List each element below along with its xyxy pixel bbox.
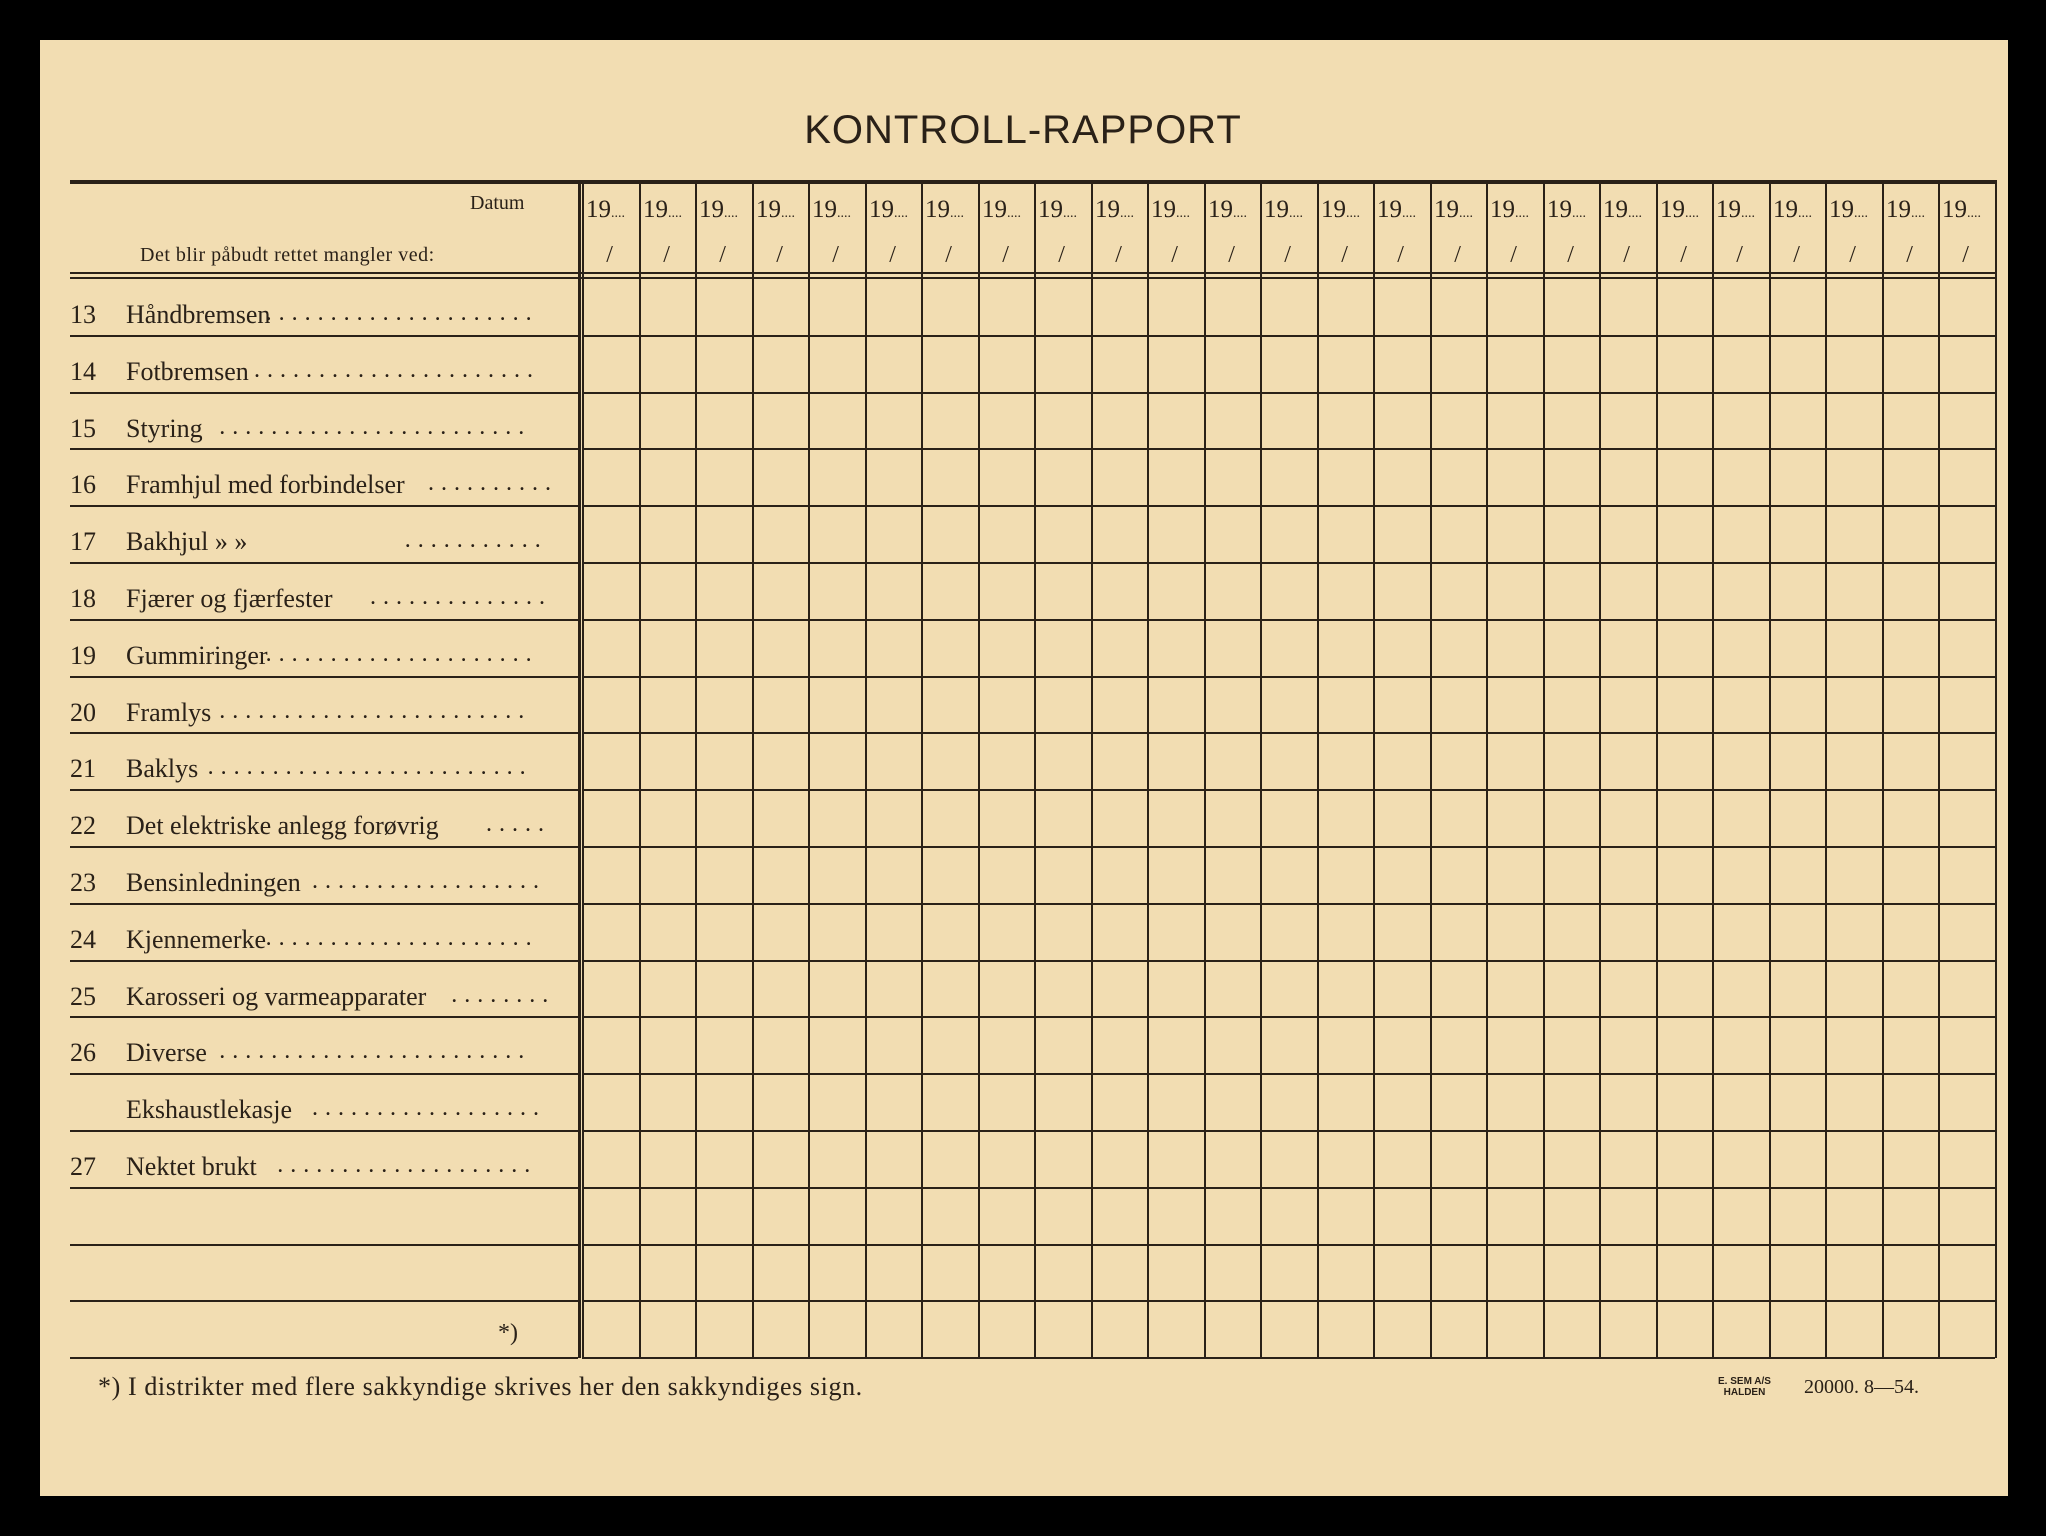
year-prefix: 19 — [869, 196, 894, 223]
date-separator: / — [945, 242, 952, 268]
year-blank: .... — [1628, 206, 1642, 221]
dot-leader: ......................... — [207, 754, 533, 780]
year-prefix: 19 — [1095, 196, 1120, 223]
date-separator: / — [1736, 242, 1743, 268]
year-header — [1038, 196, 1077, 224]
year-prefix: 19 — [1942, 196, 1967, 223]
item-number: 20 — [70, 698, 96, 727]
year-header — [1208, 196, 1247, 224]
header-top-rule — [70, 180, 1995, 184]
printer-mark — [1718, 1376, 1771, 1398]
year-blank: .... — [950, 206, 964, 221]
item-label: Gummiringer — [126, 641, 268, 670]
year-prefix: 19 — [1886, 196, 1911, 223]
label-row-line — [70, 1130, 578, 1132]
year-header — [699, 196, 738, 224]
grid-column-line — [1543, 180, 1545, 1358]
year-prefix: 19 — [1321, 196, 1346, 223]
grid-row-line — [582, 448, 1995, 450]
year-blank: .... — [1346, 206, 1360, 221]
year-header — [1660, 196, 1699, 224]
date-separator: / — [1171, 242, 1178, 268]
dot-leader: .................. — [312, 1095, 546, 1121]
grid-row-line — [582, 960, 1995, 962]
date-separator: / — [1510, 242, 1517, 268]
dot-leader: .................. — [312, 868, 546, 894]
year-header — [982, 196, 1021, 224]
dot-leader: ........................ — [219, 1038, 532, 1064]
dot-leader: ..................... — [265, 300, 539, 326]
year-blank: .... — [781, 206, 795, 221]
date-separator: / — [1623, 242, 1630, 268]
year-blank: .... — [1007, 206, 1021, 221]
grid-column-line — [1317, 180, 1319, 1358]
item-number: 21 — [70, 754, 96, 783]
grid-row-line — [582, 903, 1995, 905]
date-separator: / — [1906, 242, 1913, 268]
year-header — [1942, 196, 1981, 224]
year-header — [1829, 196, 1868, 224]
grid-row-line — [582, 1016, 1995, 1018]
item-label: Ekshaustlekasje — [126, 1095, 293, 1124]
year-header — [1547, 196, 1586, 224]
year-header — [1773, 196, 1812, 224]
year-blank: .... — [1572, 206, 1586, 221]
year-blank: .... — [1063, 206, 1077, 221]
grid-column-line — [582, 180, 584, 1358]
year-blank: .... — [1459, 206, 1473, 221]
label-row-line — [70, 960, 578, 962]
dot-leader: ........... — [404, 527, 548, 553]
date-separator: / — [1849, 242, 1856, 268]
grid-column-line — [1147, 180, 1149, 1358]
date-separator: / — [776, 242, 783, 268]
year-prefix: 19 — [1264, 196, 1289, 223]
date-separator: / — [1680, 242, 1687, 268]
grid-row-line — [582, 732, 1995, 734]
year-blank: .... — [1233, 206, 1247, 221]
item-number: 27 — [70, 1152, 96, 1181]
year-blank: .... — [1741, 206, 1755, 221]
dot-leader: ........................ — [219, 698, 532, 724]
date-separator: / — [1962, 242, 1969, 268]
dot-leader: ........................ — [219, 414, 532, 440]
grid-row-line — [582, 1130, 1995, 1132]
date-separator: / — [1397, 242, 1404, 268]
year-prefix: 19 — [1716, 196, 1741, 223]
dot-leader: ...................... — [254, 357, 540, 383]
year-header — [643, 196, 682, 224]
label-row-line — [70, 789, 578, 791]
grid-row-line — [582, 789, 1995, 791]
label-row-line — [70, 676, 578, 678]
printer-line2: HALDEN — [1723, 1387, 1766, 1398]
year-prefix: 19 — [699, 196, 724, 223]
grid-row-line — [582, 505, 1995, 507]
dot-leader: ........ — [451, 982, 556, 1008]
date-separator: / — [1284, 242, 1291, 268]
year-prefix: 19 — [1377, 196, 1402, 223]
grid-column-line — [1091, 180, 1093, 1358]
label-row-line — [70, 903, 578, 905]
year-prefix: 19 — [1547, 196, 1572, 223]
printer-line1: E. SEM A/S — [1718, 1376, 1771, 1387]
date-separator: / — [606, 242, 613, 268]
grid-column-line — [1825, 180, 1827, 1358]
date-separator: / — [832, 242, 839, 268]
print-run: 20000. 8—54. — [1804, 1376, 1919, 1398]
header-bottom-rule-2 — [70, 277, 1995, 279]
year-header — [1264, 196, 1303, 224]
year-blank: .... — [611, 206, 625, 221]
year-blank: .... — [1515, 206, 1529, 221]
item-label: Baklys — [126, 754, 199, 783]
grid-column-line — [978, 180, 980, 1358]
label-divider — [578, 180, 581, 1358]
datum-label: Datum — [470, 192, 525, 214]
year-header — [1716, 196, 1755, 224]
item-label: Karosseri og varmeapparater — [126, 982, 427, 1011]
dot-leader: ..................... — [265, 641, 539, 667]
date-separator: / — [1058, 242, 1065, 268]
year-blank: .... — [1798, 206, 1812, 221]
item-number: 15 — [70, 414, 96, 443]
item-number: 13 — [70, 300, 96, 329]
year-header — [925, 196, 964, 224]
signature-marker: *) — [498, 1320, 518, 1346]
year-blank: .... — [1911, 206, 1925, 221]
year-blank: .... — [1289, 206, 1303, 221]
item-label: Diverse — [126, 1038, 207, 1067]
year-blank: .... — [724, 206, 738, 221]
item-label: Fotbremsen — [126, 357, 249, 386]
grid-row-line — [582, 1357, 1995, 1359]
year-prefix: 19 — [925, 196, 950, 223]
label-row-line — [70, 448, 578, 450]
label-row-line — [70, 1073, 578, 1075]
grid-row-line — [582, 1073, 1995, 1075]
year-prefix: 19 — [1829, 196, 1854, 223]
year-prefix: 19 — [812, 196, 837, 223]
year-blank: .... — [1854, 206, 1868, 221]
item-number: 22 — [70, 811, 96, 840]
grid-row-line — [582, 392, 1995, 394]
header-bottom-rule-1 — [70, 272, 1995, 274]
year-blank: .... — [668, 206, 682, 221]
item-label: Framhjul med forbindelser — [126, 470, 405, 499]
grid-row-line — [582, 1187, 1995, 1189]
header-subheading: Det blir påbudt rettet mangler ved: — [140, 244, 435, 266]
grid-row-line — [582, 1300, 1995, 1302]
grid-row-line — [582, 619, 1995, 621]
grid-column-line — [695, 180, 697, 1358]
year-header — [1377, 196, 1416, 224]
dot-leader: ..... — [486, 811, 551, 837]
year-prefix: 19 — [1208, 196, 1233, 223]
date-separator: / — [1567, 242, 1574, 268]
item-label: Framlys — [126, 698, 212, 727]
date-separator: / — [719, 242, 726, 268]
footnote: *) I distrikter med flere sakkyndige skrives her den sakkyndiges sign. — [98, 1372, 863, 1401]
year-header — [812, 196, 851, 224]
grid-row-line — [582, 676, 1995, 678]
year-blank: .... — [894, 206, 908, 221]
year-header — [1603, 196, 1642, 224]
grid-column-line — [1712, 180, 1714, 1358]
year-blank: .... — [1402, 206, 1416, 221]
label-row-line — [70, 619, 578, 621]
year-header — [756, 196, 795, 224]
grid-column-line — [752, 180, 754, 1358]
year-header — [1490, 196, 1529, 224]
grid-column-line — [921, 180, 923, 1358]
label-row-line — [70, 505, 578, 507]
grid-column-line — [1599, 180, 1601, 1358]
year-blank: .... — [1685, 206, 1699, 221]
item-number: 16 — [70, 470, 96, 499]
grid-column-line — [1034, 180, 1036, 1358]
grid-column-line — [1486, 180, 1488, 1358]
dot-leader: .................... — [277, 1152, 538, 1178]
year-prefix: 19 — [1038, 196, 1063, 223]
year-prefix: 19 — [1773, 196, 1798, 223]
item-number: 25 — [70, 982, 96, 1011]
item-label: Fjærer og fjærfester — [126, 584, 333, 613]
year-prefix: 19 — [982, 196, 1007, 223]
year-header — [1095, 196, 1134, 224]
grid-column-line — [1430, 180, 1432, 1358]
year-header — [1886, 196, 1925, 224]
grid-column-line — [808, 180, 810, 1358]
year-blank: .... — [1120, 206, 1134, 221]
item-number: 26 — [70, 1038, 96, 1067]
year-header — [1151, 196, 1190, 224]
item-number: 24 — [70, 925, 96, 954]
grid-column-line — [1260, 180, 1262, 1358]
date-separator: / — [663, 242, 670, 268]
date-separator: / — [1454, 242, 1461, 268]
grid-column-line — [1373, 180, 1375, 1358]
date-separator: / — [1793, 242, 1800, 268]
date-separator: / — [1228, 242, 1235, 268]
item-label: Bakhjul » » — [126, 527, 248, 556]
label-row-line — [70, 392, 578, 394]
label-row-line — [70, 335, 578, 337]
label-row-line — [70, 1016, 578, 1018]
grid-row-line — [582, 846, 1995, 848]
label-row-line — [70, 846, 578, 848]
grid-column-line — [1882, 180, 1884, 1358]
label-row-line — [70, 1300, 578, 1302]
dot-leader: .......... — [428, 470, 558, 496]
year-header — [869, 196, 908, 224]
item-number: 19 — [70, 641, 96, 670]
year-prefix: 19 — [1660, 196, 1685, 223]
year-header — [1434, 196, 1473, 224]
item-number: 18 — [70, 584, 96, 613]
year-prefix: 19 — [756, 196, 781, 223]
label-row-line — [70, 1187, 578, 1189]
grid-row-line — [582, 562, 1995, 564]
year-blank: .... — [1176, 206, 1190, 221]
label-row-line — [70, 562, 578, 564]
year-header — [586, 196, 625, 224]
year-blank: .... — [1967, 206, 1981, 221]
grid-column-line — [639, 180, 641, 1358]
item-number: 23 — [70, 868, 96, 897]
grid-row-line — [582, 1244, 1995, 1246]
year-prefix: 19 — [1603, 196, 1628, 223]
item-number: 17 — [70, 527, 96, 556]
year-prefix: 19 — [1434, 196, 1459, 223]
date-separator: / — [1341, 242, 1348, 268]
label-row-line — [70, 1357, 578, 1359]
date-separator: / — [1115, 242, 1122, 268]
year-prefix: 19 — [586, 196, 611, 223]
year-blank: .... — [837, 206, 851, 221]
year-prefix: 19 — [1490, 196, 1515, 223]
grid-row-line — [582, 335, 1995, 337]
item-label: Kjennemerke — [126, 925, 267, 954]
label-row-line — [70, 732, 578, 734]
date-separator: / — [889, 242, 896, 268]
grid-column-line — [1938, 180, 1940, 1358]
item-label: Bensinledningen — [126, 868, 301, 897]
item-label: Styring — [126, 414, 203, 443]
grid-column-line — [1204, 180, 1206, 1358]
item-label: Håndbremsen — [126, 300, 271, 329]
grid-column-line — [1995, 180, 1997, 1358]
grid-column-line — [1656, 180, 1658, 1358]
item-number: 14 — [70, 357, 96, 386]
grid-column-line — [865, 180, 867, 1358]
dot-leader: .............. — [370, 584, 552, 610]
year-prefix: 19 — [643, 196, 668, 223]
dot-leader: ..................... — [265, 925, 539, 951]
year-prefix: 19 — [1151, 196, 1176, 223]
item-label: Nektet brukt — [126, 1152, 257, 1181]
year-header — [1321, 196, 1360, 224]
grid-column-line — [1769, 180, 1771, 1358]
label-row-line — [70, 1244, 578, 1246]
date-separator: / — [1002, 242, 1009, 268]
item-label: Det elektriske anlegg forøvrig — [126, 811, 439, 840]
form-title: KONTROLL-RAPPORT — [804, 108, 1242, 152]
